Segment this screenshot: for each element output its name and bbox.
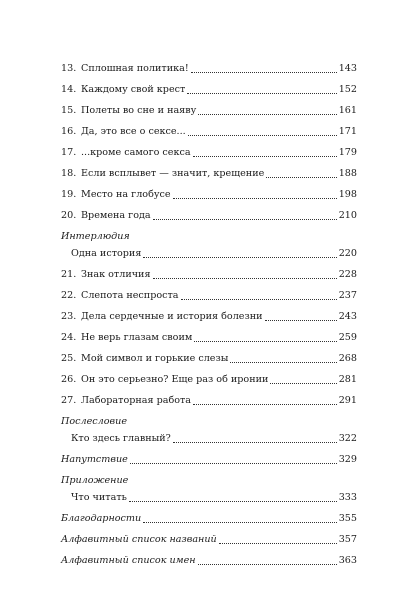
chapter-number: 16. <box>61 126 77 137</box>
leader-dots <box>153 211 337 220</box>
toc-entry[interactable] <box>61 373 357 386</box>
toc-entry[interactable] <box>61 533 357 546</box>
leader-dots <box>143 249 336 258</box>
page-number: 259 <box>338 332 357 343</box>
chapter-number: 23. <box>61 311 77 322</box>
page-number: 281 <box>338 374 357 385</box>
page-number: 329 <box>338 454 357 465</box>
leader-dots <box>194 333 336 342</box>
chapter-title: Он это серьезно? Еще раз об иронии <box>81 374 269 385</box>
leader-dots <box>187 85 336 94</box>
page-number: 152 <box>338 84 357 95</box>
chapter-number: 25. <box>61 353 77 364</box>
toc-entry[interactable] <box>61 352 357 365</box>
chapter-number: 22. <box>61 290 77 301</box>
chapter-title: Если всплывет — значит, крещение <box>81 168 265 179</box>
page-number: 228 <box>338 269 357 280</box>
toc-entry[interactable] <box>61 394 357 407</box>
leader-dots <box>193 148 337 157</box>
chapter-title: Лабораторная работа <box>81 395 192 406</box>
leader-dots <box>173 434 337 443</box>
chapter-number: 13. <box>61 63 77 74</box>
leader-dots <box>191 64 337 73</box>
toc-entry[interactable] <box>61 83 357 96</box>
toc-entry[interactable] <box>61 209 357 222</box>
leader-dots <box>173 190 337 199</box>
page-number: 237 <box>338 290 357 301</box>
chapter-title: Да, это все о сексе... <box>81 126 186 137</box>
chapter-title: Кто здесь главный? <box>71 433 171 444</box>
page-number: 161 <box>338 105 357 116</box>
page-number: 243 <box>338 311 357 322</box>
section-heading-afterword: Послесловие <box>61 416 127 427</box>
toc-entry[interactable] <box>61 188 357 201</box>
chapter-title: Каждому свой крест <box>81 84 186 95</box>
chapter-title: Мой символ и горькие слезы <box>81 353 229 364</box>
chapter-title: Алфавитный список имен <box>61 555 196 566</box>
chapter-title: Алфавитный список названий <box>61 534 217 545</box>
chapter-number: 21. <box>61 269 77 280</box>
toc-entry[interactable] <box>61 512 357 525</box>
chapter-title: Слепота неспроста <box>81 290 179 301</box>
toc-entry[interactable] <box>61 62 357 75</box>
page-number: 291 <box>338 395 357 406</box>
leader-dots <box>129 493 337 502</box>
toc-entry[interactable] <box>61 289 357 302</box>
chapter-number: 15. <box>61 105 77 116</box>
chapter-title: Напутствие <box>61 454 128 465</box>
leader-dots <box>270 375 336 384</box>
leader-dots <box>143 514 336 523</box>
toc-entry[interactable] <box>61 268 357 281</box>
toc-entry[interactable] <box>61 432 357 445</box>
leader-dots <box>181 291 337 300</box>
leader-dots <box>198 556 337 565</box>
chapter-title: Место на глобусе <box>81 189 171 200</box>
leader-dots <box>193 396 337 405</box>
toc-entry[interactable] <box>61 310 357 323</box>
page-number: 363 <box>338 555 357 566</box>
leader-dots <box>188 127 337 136</box>
chapter-number: 19. <box>61 189 77 200</box>
chapter-title: Сплошная политика! <box>81 63 189 74</box>
toc-entry[interactable] <box>61 104 357 117</box>
page-number: 198 <box>338 189 357 200</box>
page-number: 220 <box>338 248 357 259</box>
page-number: 357 <box>338 534 357 545</box>
page-number: 268 <box>338 353 357 364</box>
leader-dots <box>265 312 337 321</box>
toc-entry[interactable] <box>61 331 357 344</box>
chapter-title: ...кроме самого секса <box>81 147 191 158</box>
chapter-number: 27. <box>61 395 77 406</box>
table-of-contents <box>61 62 357 567</box>
leader-dots <box>130 455 337 464</box>
page-number: 210 <box>338 210 357 221</box>
chapter-title: Одна история <box>71 248 142 259</box>
chapter-title: Времена года <box>81 210 151 221</box>
page-number: 171 <box>338 126 357 137</box>
leader-dots <box>219 535 337 544</box>
leader-dots <box>266 169 336 178</box>
leader-dots <box>153 270 337 279</box>
toc-entry[interactable] <box>61 247 357 260</box>
leader-dots <box>198 106 336 115</box>
page-number: 143 <box>338 63 357 74</box>
toc-entry[interactable] <box>61 554 357 567</box>
chapter-number: 17. <box>61 147 77 158</box>
leader-dots <box>230 354 336 363</box>
chapter-number: 26. <box>61 374 77 385</box>
chapter-number: 14. <box>61 84 77 95</box>
chapter-title: Полеты во сне и наяву <box>81 105 197 116</box>
chapter-number: 24. <box>61 332 77 343</box>
page-number: 188 <box>338 168 357 179</box>
toc-entry[interactable] <box>61 125 357 138</box>
chapter-title: Благодарности <box>61 513 142 524</box>
toc-entry[interactable] <box>61 453 357 466</box>
chapter-title: Дела сердечные и история болезни <box>81 311 263 322</box>
chapter-number: 18. <box>61 168 77 179</box>
toc-entry[interactable] <box>61 491 357 504</box>
toc-entry[interactable] <box>61 167 357 180</box>
chapter-title: Что читать <box>71 492 127 503</box>
section-heading-appendix: Приложение <box>61 475 129 486</box>
chapter-title: Не верь глазам своим <box>81 332 193 343</box>
toc-entry[interactable] <box>61 146 357 159</box>
section-heading-interlude: Интерлюдия <box>61 231 130 242</box>
chapter-number: 20. <box>61 210 77 221</box>
page-number: 322 <box>338 433 357 444</box>
page-number: 333 <box>338 492 357 503</box>
page-number: 179 <box>338 147 357 158</box>
chapter-title: Знак отличия <box>81 269 151 280</box>
page-number: 355 <box>338 513 357 524</box>
